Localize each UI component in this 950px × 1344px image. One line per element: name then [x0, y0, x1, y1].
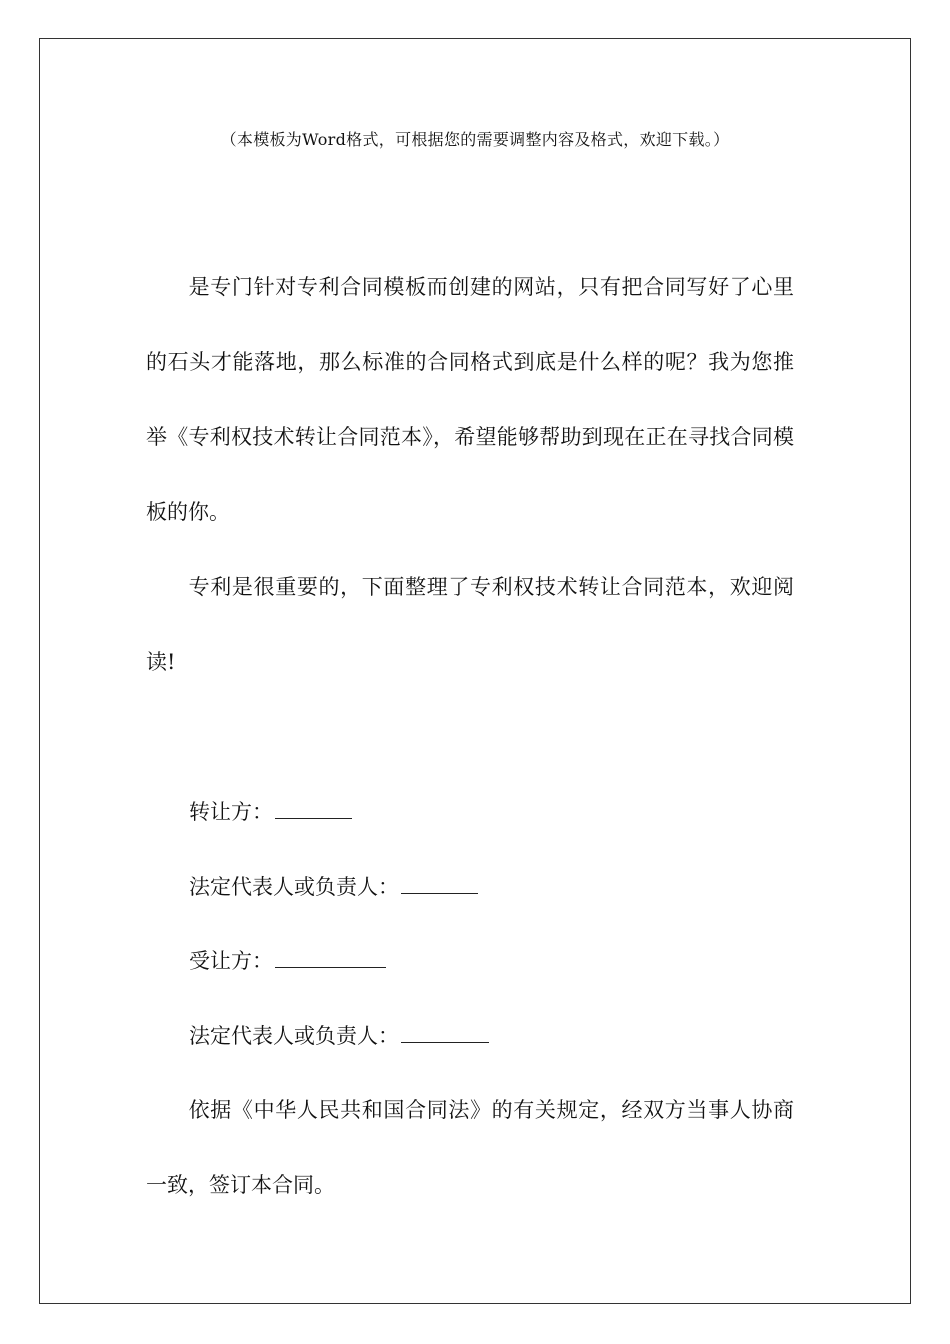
transferor-rep-label: 法定代表人或负责人：: [189, 875, 399, 899]
template-note: （本模板为Word格式，可根据您的需要调整内容及格式，欢迎下载。）: [220, 130, 730, 149]
transferee-rep-label: 法定代表人或负责人：: [189, 1024, 399, 1048]
intro-paragraph-2-text: 专利是很重要的，下面整理了专利权技术转让合同范本，欢迎阅读!: [146, 575, 794, 674]
transferor-rep-field: [189, 872, 478, 902]
transferor-field: [189, 797, 352, 827]
transferor-rep-blank[interactable]: [401, 875, 478, 894]
basis-paragraph: [146, 1073, 794, 1223]
transferor-blank[interactable]: [275, 800, 352, 819]
transferee-rep-field: [189, 1021, 489, 1051]
intro-paragraph-1-text: 是专门针对专利合同模板而创建的网站，只有把合同写好了心里的石头才能落地，那么标准的合同格式到底是什么样的呢？我为您推举《专利权技术转让合同范本》，希望能够帮助到现在正在寻找合同模板的你。: [146, 275, 794, 524]
transferee-field: [189, 946, 386, 976]
transferee-label: 受让方：: [189, 949, 273, 973]
intro-paragraph-2: [146, 550, 794, 700]
basis-paragraph-text: 依据《中华人民共和国合同法》的有关规定，经双方当事人协商一致，签订本合同。: [146, 1098, 794, 1197]
transferor-label: 转让方：: [189, 800, 273, 824]
intro-paragraph-1: [146, 250, 794, 550]
transferee-rep-blank[interactable]: [401, 1024, 489, 1043]
transferee-blank[interactable]: [275, 949, 386, 968]
